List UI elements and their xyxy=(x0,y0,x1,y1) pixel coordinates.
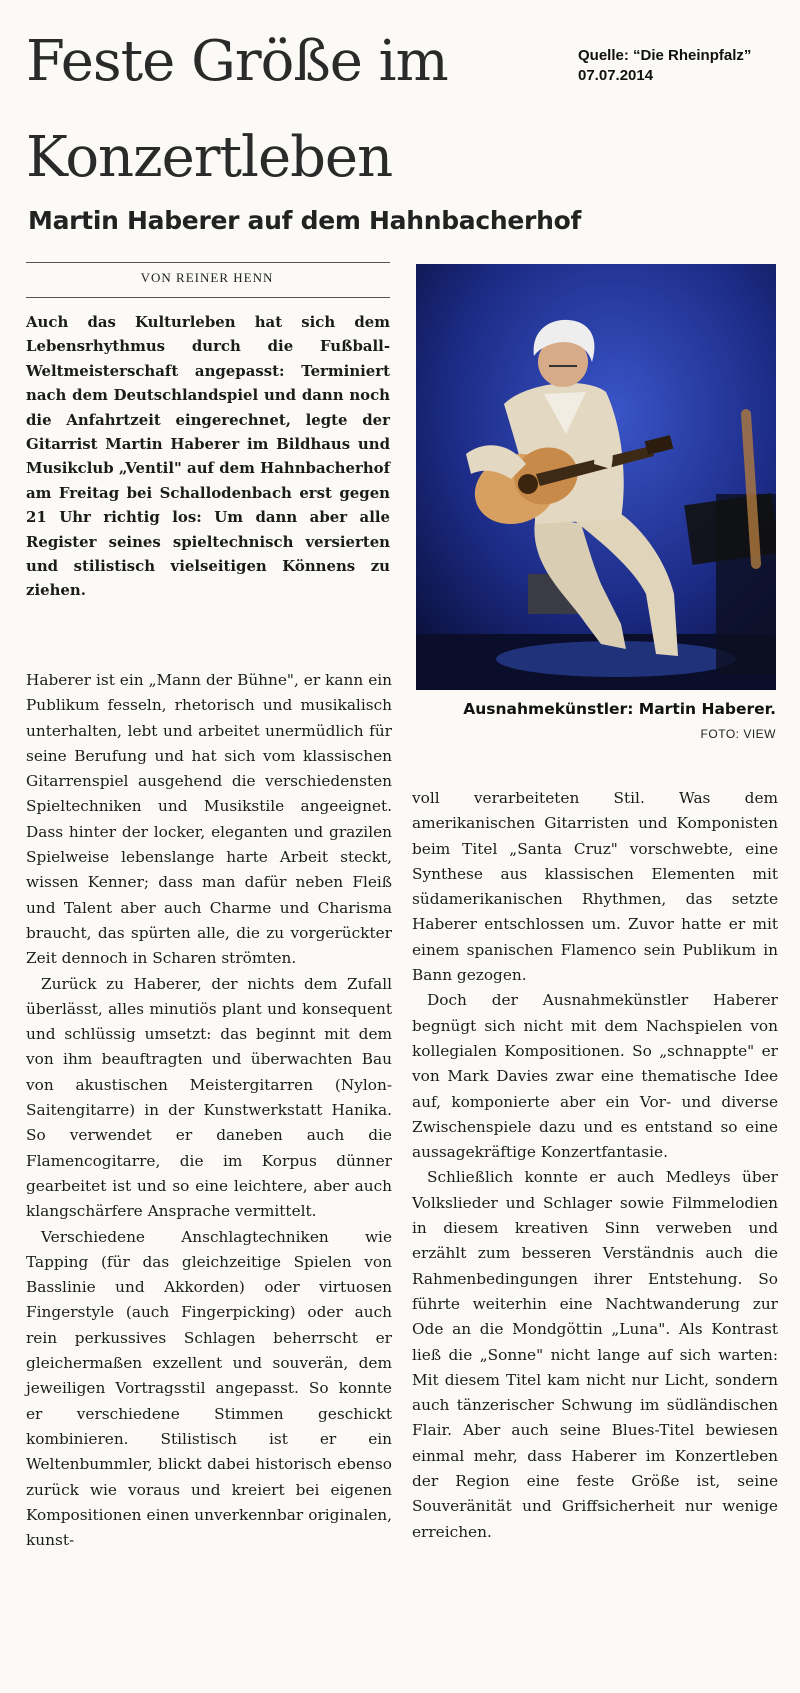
body-paragraph: Doch der Ausnahmekünstler Haberer begnügt sich nicht mit dem Nachspielen von kollegialen Kompositionen. So „schnappte" er von Mark Davies zwar eine thematische Idee auf, komponierte aber ein Vor- und diverse Zwischenspiele dazu und es entstand so eine aussagekräftige Konzertfantasie. xyxy=(412,991,778,1162)
body-paragraph: voll verarbeiteten Stil. Was dem amerikanischen Gitarristen und Komponisten beim Titel „Santa Cruz" vorschwebte, eine Synthese aus klassischen Elementen mit südamerikanischen Rhythmen, das setzte Haberer entschlossen um. Zuvor hatte er mit einem spanischen Flamenco sein Publikum in Bann gezogen. xyxy=(412,789,778,985)
byline: VON REINER HENN xyxy=(140,270,274,285)
byline-rule-top xyxy=(26,262,390,263)
guitarist-photo xyxy=(416,264,776,690)
photo-caption: Ausnahmekünstler: Martin Haberer. xyxy=(463,700,776,718)
body-paragraph: Schließlich konnte er auch Medleys über Volkslieder und Schlager sowie Filmmelodien in diesem kreativen Sinn verweben und erzählt zum besseren Verständnis auch die Rahmenbedingungen ihrer Entstehung. So führte weiterhin eine Nachtwanderung zur Ode an die Mondgöttin „Luna". Als Kontrast ließ die „Sonne" nicht lange auf sich warten: Mit diesem Titel kam nicht nur Licht, sondern auch tänzerischer Schwung im südländischen Flair. Aber auch seine Blues-Titel bewiesen einmal mehr, dass Haberer im Konzertleben der Region eine feste Größe ist, seine Souveränität und Griffsicherheit nur wenige erreichen. xyxy=(412,1168,778,1541)
source-date: 07.07.2014 xyxy=(578,67,654,84)
body-paragraph: Zurück zu Haberer, der nichts dem Zufall überlässt, alles minutiös plant und konsequent und schlüssig umsetzt: das beginnt mit dem von ihm beauftragten und überwachten Bau von akustischen Meistergitarren (Nylon-Saitengitarre) in der Kunstwerkstatt Hanika. So verwendet er daneben auch die Flamencogitarre, die im Korpus dünner gearbeitet ist und so eine leichtere, aber auch klangschärfere Ansprache vermittelt. xyxy=(26,974,392,1221)
subheadline: Martin Haberer auf dem Hahnbacherhof xyxy=(28,206,582,235)
photo-credit: FOTO: VIEW xyxy=(700,727,776,741)
source-publication: Quelle: “Die Rheinpfalz” xyxy=(578,47,752,64)
source-note xyxy=(578,46,751,86)
body-paragraph: Haberer ist ein „Mann der Bühne", er kann ein Publikum fesseln, rhetorisch und musikalisch unterhalten, lebt und arbeitet unermüdlich für seine Berufung und hat sich vom klassischen Gitarrenspiel ausgehend die verschiedensten Spieltechniken und Musikstile angeeignet. Dass hinter der locker, eleganten und grazilen Spielweise lebenslange harte Arbeit steckt, wissen Kenner; dass man dafür neben Fleiß und Talent aber auch Charme und Charisma braucht, das spürten alle, die zu vorgerückter Zeit dennoch in Scharen strömten. xyxy=(26,671,392,968)
headline-line-1: Feste Größe im xyxy=(26,29,448,94)
body-paragraph: Verschiedene Anschlagtechniken wie Tapping (für das gleichzeitige Spielen von Basslinie und Akkorden) oder virtuosen Fingerstyle (auch Fingerpicking) oder auch rein perkussives Schlagen beherrscht er gleichermaßen exzellent und souverän, dem jeweiligen Vortragsstil angepasst. So konnte er verschiedene Stimmen geschickt kombinieren. Stilistisch ist er ein Weltenbummler, blickt dabei historisch ebenso zurück wie voraus und kreiert bei eigenen Kompositionen einen unverkennbar originalen, kunst- xyxy=(26,1227,392,1550)
article-photo xyxy=(416,264,776,690)
headline xyxy=(26,14,556,206)
byline-rule-bottom xyxy=(26,297,390,298)
body-column-2 xyxy=(412,786,778,1545)
lead-paragraph: Auch das Kulturleben hat sich dem Lebensrhythmus durch die Fußball-Weltmeisterschaft angepasst: Terminiert nach dem Deutschlandspiel und dann noch die Anfahrtzeit eingerechnet, legte der Gitarrist Martin Haberer im Bildhaus und Musikclub „Ventil" auf dem Hahnbacherhof am Freitag bei Schallodenbach erst gegen 21 Uhr richtig los: Um dann aber alle Register seines spieltechnisch versierten und stilistisch vielseitigen Könnens zu ziehen. xyxy=(26,313,390,600)
headline-line-2: Konzertleben xyxy=(26,125,393,190)
body-column-1 xyxy=(26,668,392,1553)
